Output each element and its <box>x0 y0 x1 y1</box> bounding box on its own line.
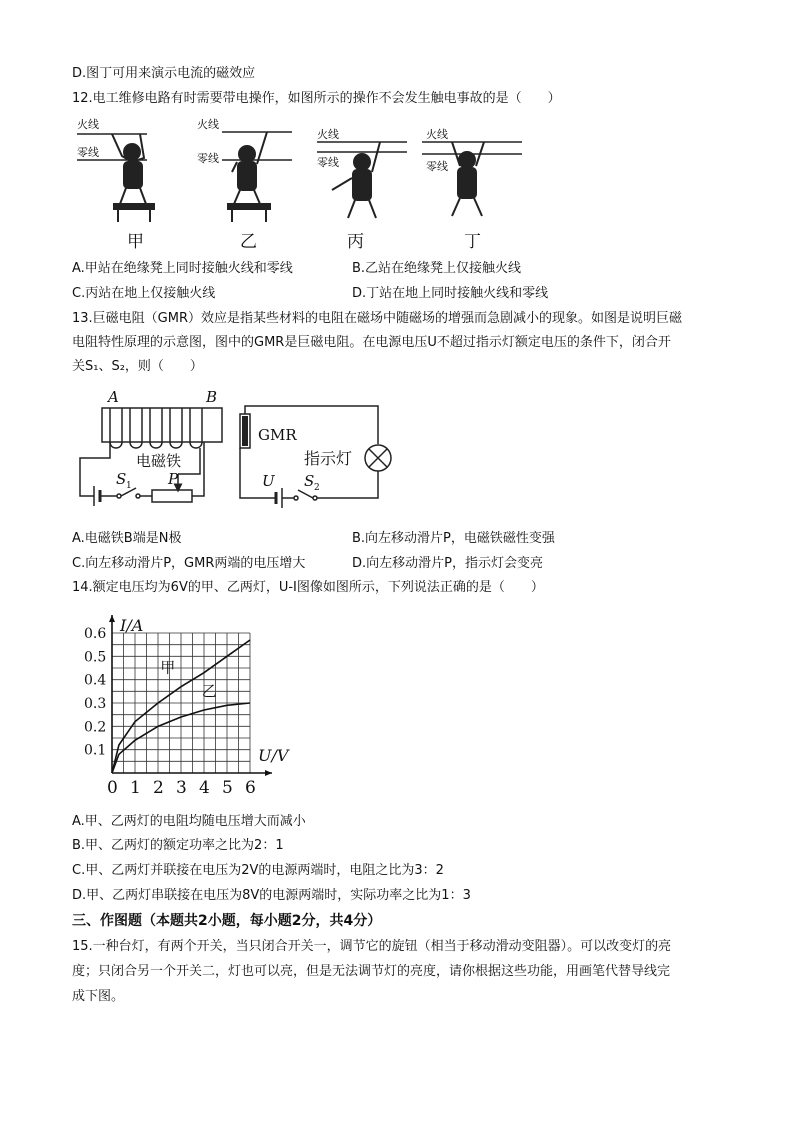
x-tick-label: 4 <box>199 778 210 798</box>
x-tick-label: 2 <box>153 778 164 798</box>
q12-option-a: A.甲站在绝缘凳上同时接触火线和零线 <box>72 261 293 276</box>
x-tick-label: 6 <box>245 778 256 798</box>
x-axis-label: U/V <box>258 746 289 765</box>
gmr-label: GMR <box>258 426 297 444</box>
q15-line1: 15.一种台灯，有两个开关，当只闭合开关一，调节它的旋钮（相当于移动滑动变阻器）。可以改变灯的亮 <box>72 939 672 954</box>
x-tick-label: 0 <box>107 778 118 798</box>
bing-live-label: 火线 <box>317 128 339 141</box>
x-tick-label: 1 <box>130 778 141 798</box>
y-tick-label: 0.5 <box>84 649 107 666</box>
person-bing-icon <box>332 142 380 218</box>
y-tick-label: 0.2 <box>84 719 107 736</box>
ding-neutral-label: 零线 <box>426 160 448 173</box>
y-tick-label: 0.1 <box>84 742 107 759</box>
y-axis-label: I/A <box>120 616 144 635</box>
jia-neutral-label: 零线 <box>77 146 99 159</box>
q12-option-b: B.乙站在绝缘凳上仅接触火线 <box>352 261 522 276</box>
q14-option-a: A.甲、乙两灯的电阻均随电压增大而减小 <box>72 814 306 829</box>
x-tick-label: 3 <box>176 778 187 798</box>
yi-neutral-label: 零线 <box>197 152 219 165</box>
q13-circuit-figure <box>72 388 402 518</box>
q14-stem: 14.额定电压均为6V的甲、乙两灯，U-I图像如图所示，下列说法正确的是（ ） <box>72 580 544 595</box>
yi-live-label: 火线 <box>197 118 219 131</box>
q13-option-a: A.电磁铁B端是N极 <box>72 531 182 546</box>
electromagnet-label: 电磁铁 <box>136 452 182 470</box>
label-jia: 甲 <box>127 232 144 252</box>
u-label: U <box>262 472 275 490</box>
q15-line3: 成下图。 <box>72 989 125 1004</box>
q12-figure <box>72 112 532 257</box>
q12-stem: 12.电工维修电路有时需要带电操作，如图所示的操作不会发生触电事故的是（ ） <box>72 91 561 106</box>
q14-option-d: D.甲、乙两灯串联接在电压为8V的电源两端时，实际功率之比为1：3 <box>72 888 471 903</box>
y-axis-arrow <box>109 615 115 622</box>
q14-option-c: C.甲、乙两灯并联接在电压为2V的电源两端时，电阻之比为3：2 <box>72 863 444 878</box>
q13-stem-line1: 13.巨磁电阻（GMR）效应是指某些材料的电阻在磁场中随磁场的增强而急剧减小的现象。如图是说明巨磁 <box>72 311 682 326</box>
x-axis-arrow <box>265 770 272 776</box>
s2-subscript: 2 <box>314 483 320 493</box>
bing-neutral-label: 零线 <box>317 156 339 169</box>
q11-option-d: D.图丁可用来演示电流的磁效应 <box>72 66 256 81</box>
q13-stem-line3: 关S₁、S₂，则（ ） <box>72 359 203 374</box>
y-tick-label: 0.3 <box>84 696 107 712</box>
q12-option-d: D.丁站在地上同时接触火线和零线 <box>352 286 549 301</box>
label-bing: 丙 <box>347 232 364 252</box>
gmr-element <box>242 416 248 446</box>
person-jia-icon <box>112 134 154 222</box>
q12-option-c: C.丙站在地上仅接触火线 <box>72 286 216 301</box>
s2-label: S <box>304 472 315 490</box>
end-a-label: A <box>108 388 119 406</box>
person-ding-icon <box>452 142 484 216</box>
s1-label: S <box>116 470 127 488</box>
q13-option-b: B.向左移动滑片P，电磁铁磁性变强 <box>352 531 555 546</box>
q15-line2: 度；只闭合另一个开关二，灯也可以亮，但是无法调节灯的亮度，请你根据这些功能，用画笔代替导线完 <box>72 964 671 979</box>
end-b-label: B <box>206 388 218 406</box>
section3-title: 三、作图题（本题共2小题，每小题2分，共4分） <box>72 913 382 929</box>
q13-stem-line2: 电阻特性原理的示意图，图中的GMR是巨磁电阻。在电源电压U不超过指示灯额定电压的条件下，闭合开 <box>72 335 671 350</box>
series-label-yi: 乙 <box>201 682 217 700</box>
x-tick-label: 5 <box>222 778 233 798</box>
y-tick-label: 0.6 <box>84 626 107 642</box>
q13-option-d: D.向左移动滑片P，指示灯会变亮 <box>352 556 543 571</box>
s1-subscript: 1 <box>126 481 132 491</box>
label-ding: 丁 <box>464 232 481 252</box>
q14-option-b: B.甲、乙两灯的额定功率之比为2：1 <box>72 838 284 853</box>
person-yi-icon <box>228 132 270 222</box>
q13-option-c: C.向左移动滑片P，GMR两端的电压增大 <box>72 556 306 571</box>
series-label-jia: 甲 <box>160 658 176 677</box>
q14-ui-chart <box>80 605 300 800</box>
label-yi: 乙 <box>240 232 257 252</box>
p-label: P <box>168 470 179 488</box>
y-tick-label: 0.4 <box>84 672 107 689</box>
lamp-label: 指示灯 <box>304 449 353 468</box>
ding-live-label: 火线 <box>426 128 448 141</box>
jia-live-label: 火线 <box>77 118 99 131</box>
